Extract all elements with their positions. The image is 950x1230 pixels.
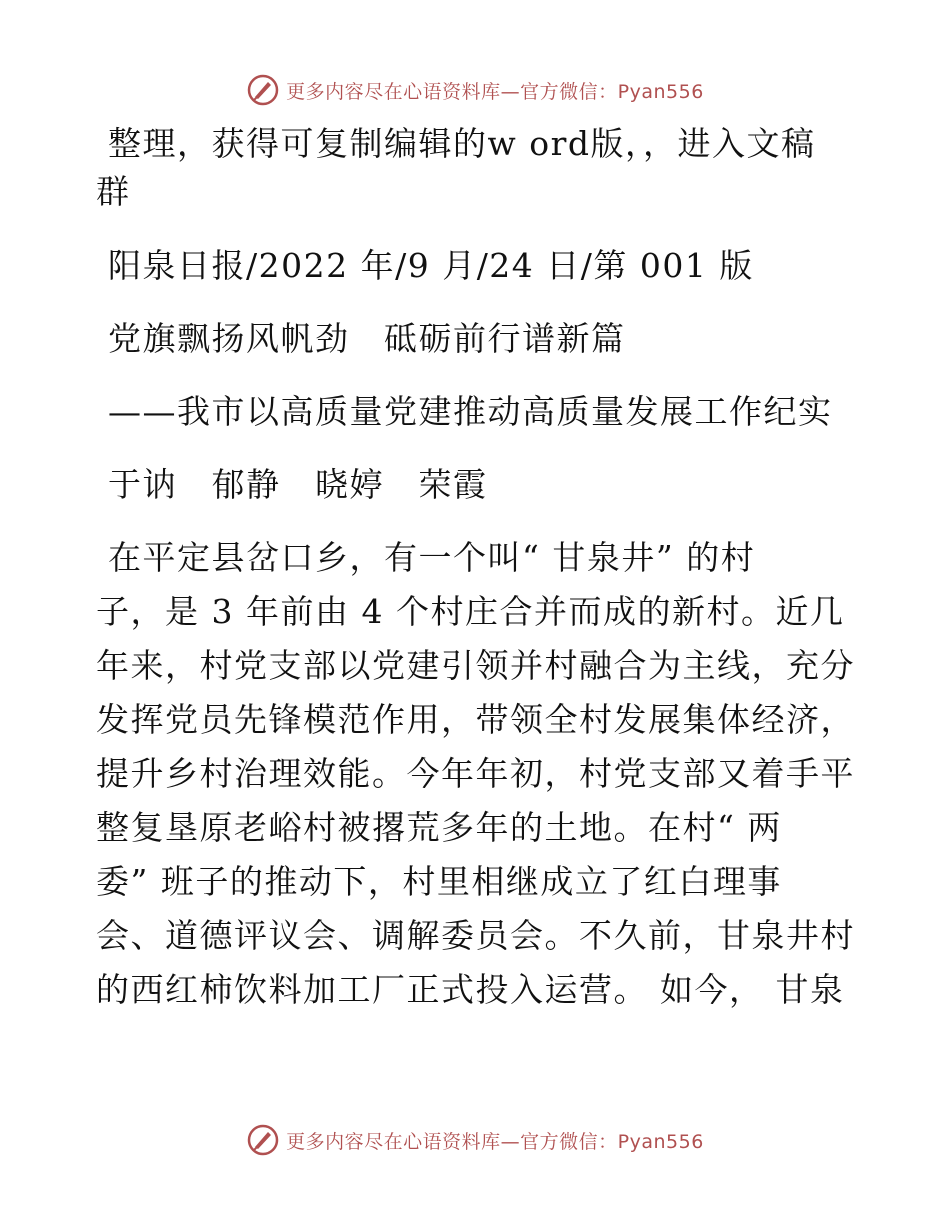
body-line: 发挥党员先锋模范作用，带领全村发展集体经济， (96, 700, 855, 739)
body-line: 的西红柿饮料加工厂正式投入运营。 如今， 甘泉 (96, 970, 845, 1009)
body-line: 子，是 3 年前由 4 个村庄合并而成的新村。近几 (96, 592, 845, 631)
article-paragraph (96, 531, 856, 1017)
intro-line-1: 整理，获得可复制编辑的w ord版，，进入文稿 (108, 124, 816, 163)
footer-watermark-banner (0, 1120, 950, 1160)
source-line: 阳泉日报/2022 年/9 月/24 日/第 001 版 (108, 246, 754, 285)
article-authors: 于讷 郁静 晓婷 荣霞 (108, 465, 488, 504)
article-subtitle: ——我市以高质量党建推动高质量发展工作纪实 (108, 392, 833, 431)
body-line: 整复垦原老峪村被撂荒多年的土地。在村“ 两 (96, 808, 782, 847)
header-watermark-banner (0, 70, 950, 110)
article-title: 党旗飘扬风帆劲 砥砺前行谱新篇 (108, 319, 626, 358)
intro-line-2: 群 (96, 172, 131, 211)
body-line: 提升乡村治理效能。今年年初，村党支部又着手平 (96, 754, 855, 793)
body-line: 在平定县岔口乡，有一个叫“ 甘泉井” 的村 (108, 538, 756, 577)
header-watermark-text: 更多内容尽在心语资料库—官方微信：Pyan556 (286, 80, 704, 103)
brush-pen-icon (246, 1123, 280, 1157)
footer-watermark-text: 更多内容尽在心语资料库—官方微信：Pyan556 (286, 1130, 704, 1153)
brush-pen-icon (246, 73, 280, 107)
document-body (96, 118, 856, 1017)
body-line: 年来，村党支部以党建引领并村融合为主线，充分 (96, 646, 855, 685)
body-line: 会、道德评议会、调解委员会。不久前，甘泉井村 (96, 916, 855, 955)
body-line: 委” 班子的推动下，村里相继成立了红白理事 (96, 862, 782, 901)
